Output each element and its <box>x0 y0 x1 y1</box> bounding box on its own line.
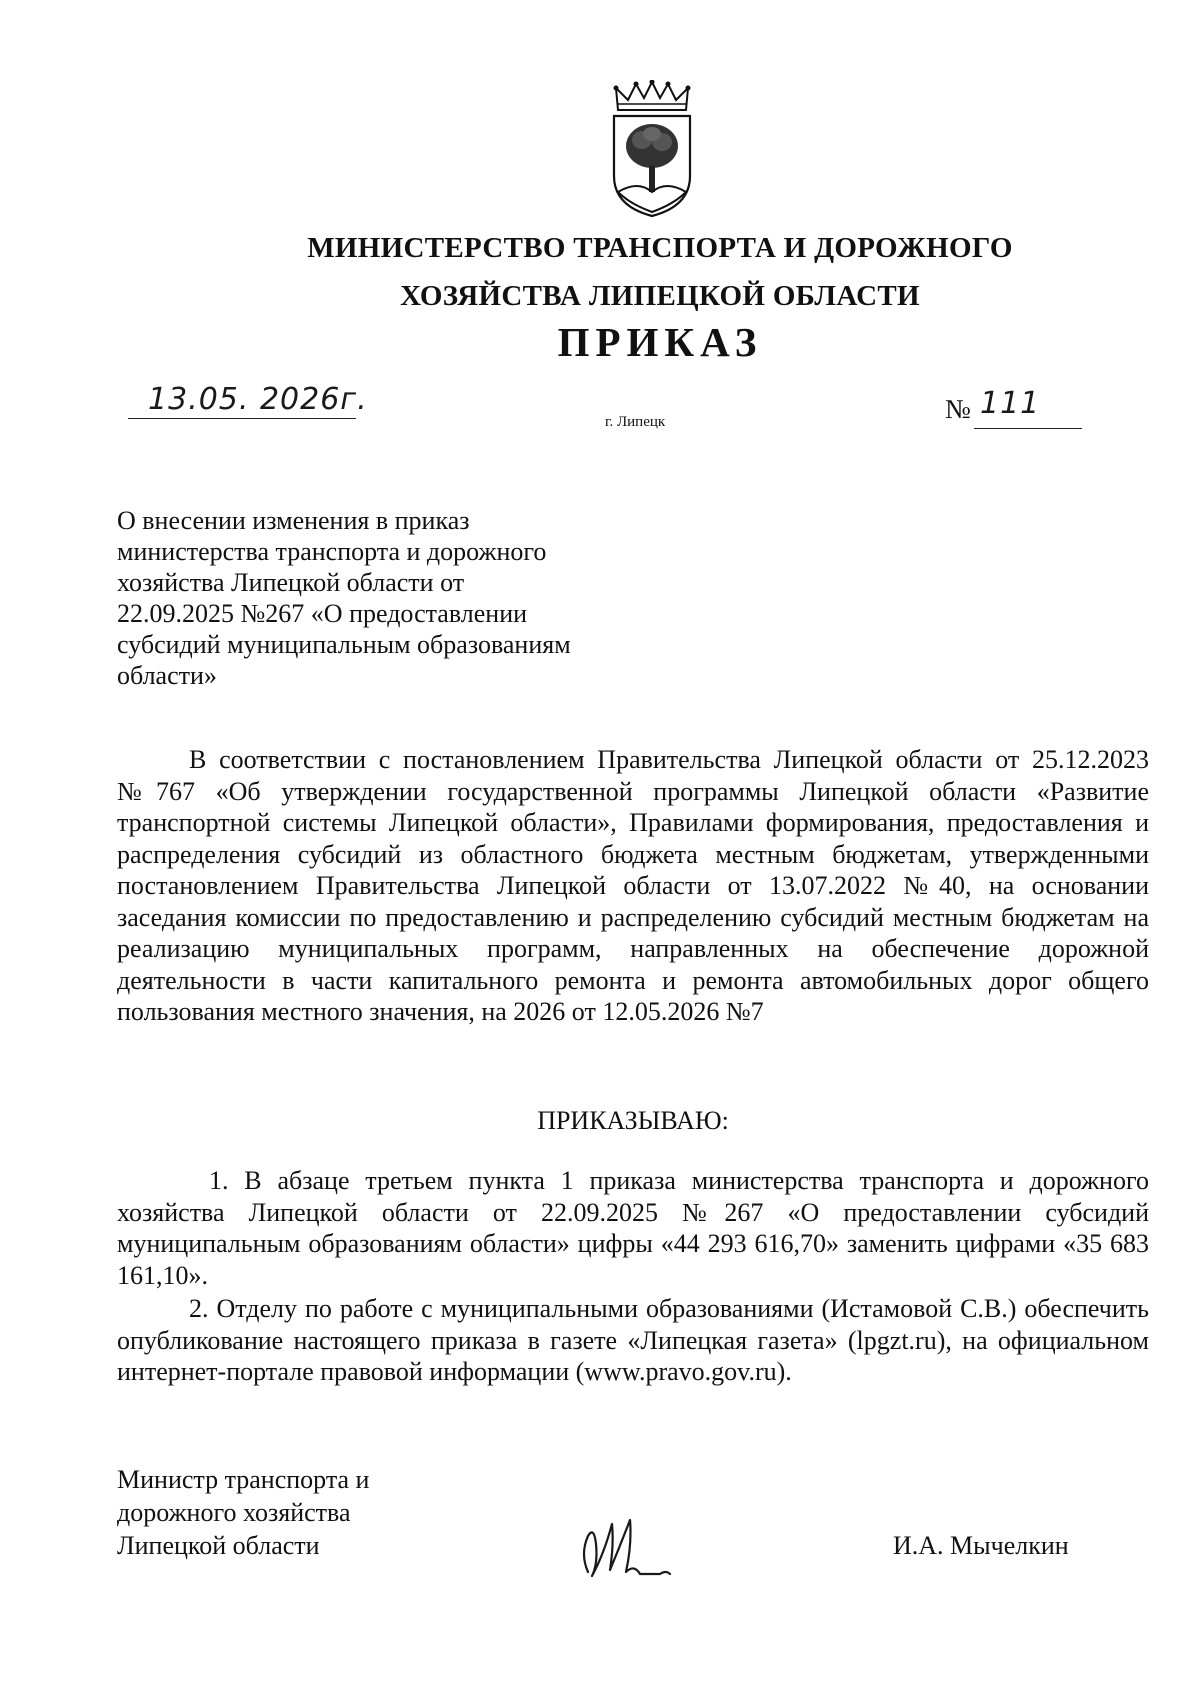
handwritten-number: 111 <box>980 386 1041 421</box>
signer-position-line: дорожного хозяйства <box>117 1498 351 1527</box>
subject-line: области» <box>117 661 217 690</box>
order-item-2: 2. Отделу по работе с муниципальными образованиями (Истамовой С.В.) обеспечить опубликование настоящего приказа в газете «Липецкая газета» (lpgzt.ru), на официальном интернет-портале правовой информации (www.pravo.gov.ru). <box>117 1294 1149 1386</box>
signer-position-line: Министр транспорта и <box>117 1465 370 1494</box>
signer-position <box>117 1463 369 1562</box>
subject-line: О внесении изменения в приказ <box>117 506 470 535</box>
number-underline <box>974 428 1082 429</box>
orders-heading: ПРИКАЗЫВАЮ: <box>537 1106 729 1135</box>
order-item-1: 1. В абзаце третьем пункта 1 приказа министерства транспорта и дорожного хозяйства Липецкой области от 22.09.2025 №267 «О предоставлении субсидий муниципальным образованиям области» цифры «44 293 616,70» заменить цифрами «35 683 161,10». <box>117 1166 1149 1290</box>
signer-name: И.А. Мычелкин <box>893 1531 1069 1560</box>
handwritten-signature <box>578 1514 684 1584</box>
ministry-name-line2: ХОЗЯЙСТВА ЛИПЕЦКОЙ ОБЛАСТИ <box>400 280 920 312</box>
handwritten-date: 13.05. 2026г. <box>148 382 368 417</box>
document-type-title: ПРИКАЗ <box>557 319 763 365</box>
signer-position-line: Липецкой области <box>117 1531 320 1560</box>
subject-line: министерства транспорта и дорожного <box>117 537 547 566</box>
order-subject <box>117 505 637 691</box>
city-label: г. Липецк <box>605 414 666 430</box>
preamble-paragraph: В соответствии с постановлением Правительства Липецкой области от 25.12.2023 №767 «Об утверждении государственной программы Липецкой области «Развитие транспортной системы Липецкой области», Правилами формирования, предоставления и распределения субсидий из областного бюджета местным бюджетам, утвержденными постановлением Правительства Липецкой области от 13.07.2022 №40, на основании заседания комиссии по предоставлению и распределению субсидий местным бюджетам на реализацию муниципальных программ, направленных на обеспечение дорожной деятельности в части капитального ремонта и ремонта автомобильных дорог общего пользования местного значения, на 2026 от 12.05.2026 №7 <box>117 745 1149 1026</box>
subject-line: 22.09.2025 №267 «О предоставлении <box>117 599 528 628</box>
number-label: № <box>945 394 971 424</box>
subject-line: хозяйства Липецкой области от <box>117 568 465 597</box>
ministry-name-line1: МИНИСТЕРСТВО ТРАНСПОРТА И ДОРОЖНОГО <box>307 232 1013 264</box>
subject-line: субсидий муниципальным образованиям <box>117 630 571 659</box>
date-underline <box>128 418 356 419</box>
coat-of-arms-icon <box>604 80 700 218</box>
